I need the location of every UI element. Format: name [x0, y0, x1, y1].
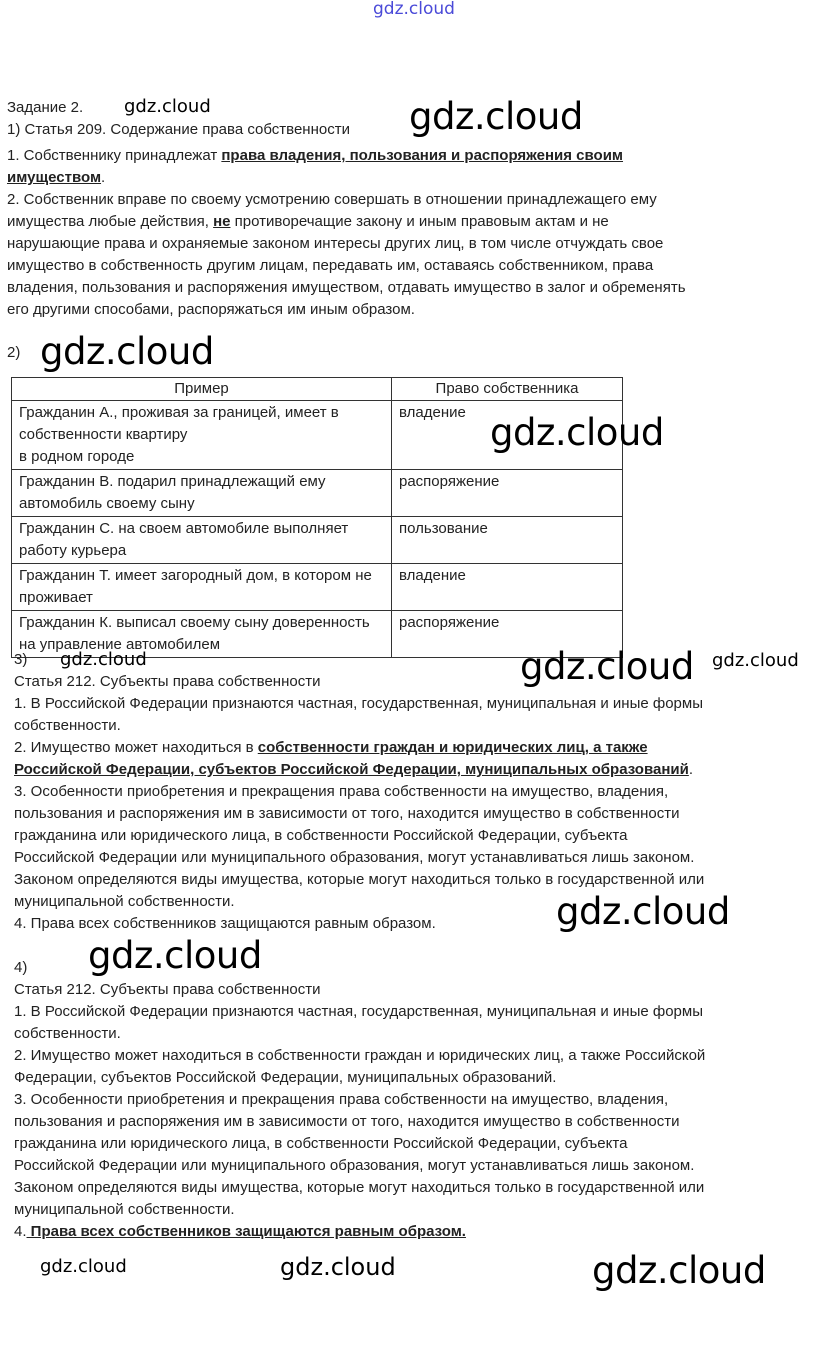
text: . — [688, 761, 694, 778]
text-line — [7, 299, 686, 321]
text-line — [14, 1111, 705, 1133]
text: 3. Особенности приобретения и прекращения права собственности на имущество, владения, — [14, 1091, 669, 1108]
text-line — [14, 1023, 705, 1045]
column-header-right: Право собственника — [392, 378, 623, 401]
text: собственности. — [14, 717, 121, 734]
text: 4. Права всех собственников защищаются равным образом. — [14, 915, 436, 932]
example-cell: Гражданин К. выписал своему сыну доверенность на управление автомобилем — [12, 611, 392, 658]
text: собственности. — [14, 1025, 121, 1042]
emphasized-text: Права всех собственников защищаются равным образом. — [26, 1223, 466, 1240]
text: имущества любые действия, — [7, 213, 214, 230]
text-line — [14, 1177, 705, 1199]
owner-right-cell: распоряжение — [392, 470, 623, 517]
emphasized-text: имуществом — [7, 169, 102, 186]
text: пользования и распоряжения им в зависимости от того, находится имущество в собственности — [14, 805, 680, 822]
text: Статья 212. Субъекты права собственности — [14, 673, 321, 690]
text: его другими способами, распоряжаться им иным образом. — [7, 301, 415, 318]
text-line — [14, 1045, 705, 1067]
column-header-example: Пример — [12, 378, 392, 401]
watermark: gdz.cloud — [520, 645, 694, 688]
watermark: gdz.cloud — [712, 650, 799, 671]
text-line — [7, 233, 686, 255]
text-line — [14, 1089, 705, 1111]
text: Федерации, субъектов Российской Федерации, муниципальных образований. — [14, 1069, 557, 1086]
text: Задание 2. — [7, 99, 84, 116]
text-line — [14, 737, 704, 759]
text: противоречащие закону и иным правовым актам и не — [230, 213, 609, 230]
owner-right-cell: владение — [392, 401, 623, 470]
text: 2. Собственник вправе по своему усмотрению совершать в отношении принадлежащего ему — [7, 191, 657, 208]
watermark: gdz.cloud — [40, 330, 214, 373]
watermark: gdz.cloud — [60, 649, 147, 670]
text: нарушающие права и охраняемые законом интересы других лиц, в том числе отчуждать свое — [7, 235, 664, 252]
watermark: gdz.cloud — [40, 1256, 127, 1277]
text: пользования и распоряжения им в зависимости от того, находится имущество в собственности — [14, 1113, 680, 1130]
task-part-4 — [14, 957, 705, 1243]
text-line — [14, 803, 704, 825]
text-line — [14, 1221, 705, 1243]
task-part-2-label: 2) — [7, 344, 21, 361]
text-line — [14, 825, 704, 847]
text: Статья 212. Субъекты права собственности — [14, 981, 321, 998]
example-cell: Гражданин А., проживая за границей, имеет в собственности квартиру в родном городе — [12, 401, 392, 470]
text-line — [7, 145, 686, 167]
watermark: gdz.cloud — [124, 96, 211, 117]
text-line — [7, 97, 686, 119]
watermark: gdz.cloud — [280, 1253, 396, 1281]
text-line — [14, 979, 705, 1001]
example-cell: Гражданин Т. имеет загородный дом, в котором не проживает — [12, 564, 392, 611]
text: гражданина или юридического лица, в собственности Российской Федерации, субъекта — [14, 1135, 628, 1152]
text-line — [14, 715, 704, 737]
example-cell: Гражданин С. на своем автомобиле выполняет работу курьера — [12, 517, 392, 564]
owner-right-cell: владение — [392, 564, 623, 611]
text: Российской Федерации или муниципального образования, могут устанавливаться лишь законом. — [14, 849, 695, 866]
text: 3) — [14, 651, 28, 668]
text: 1) Статья 209. Содержание права собственности — [7, 121, 350, 138]
owner-right-cell: распоряжение — [392, 611, 623, 658]
text-line — [14, 1067, 705, 1089]
text: владения, пользования и распоряжения имуществом, отдавать имущество в залог и обременять — [7, 279, 686, 296]
watermark: gdz.cloud — [490, 411, 664, 454]
text-line — [14, 1155, 705, 1177]
table-header-row — [12, 378, 623, 401]
text-line — [14, 1133, 705, 1155]
text: Законом определяются виды имущества, которые могут находиться только в государственной или — [14, 1179, 705, 1196]
watermark: gdz.cloud — [88, 934, 262, 977]
text-line — [7, 189, 686, 211]
text: 1. Собственнику принадлежат — [7, 147, 222, 164]
text-line — [14, 1001, 705, 1023]
emphasized-text: Российской Федерации, субъектов Российской Федерации, муниципальных образований — [14, 761, 689, 778]
text: Российской Федерации или муниципального образования, могут устанавливаться лишь законом. — [14, 1157, 695, 1174]
example-cell: Гражданин В. подарил принадлежащий ему автомобиль своему сыну — [12, 470, 392, 517]
text-line — [7, 255, 686, 277]
text-line — [14, 759, 704, 781]
text: 3. Особенности приобретения и прекращения права собственности на имущество, владения, — [14, 783, 669, 800]
site-header-link[interactable]: gdz.cloud — [373, 0, 455, 19]
text: . — [101, 169, 106, 186]
text: муниципальной собственности. — [14, 893, 235, 910]
text: Законом определяются виды имущества, которые могут находиться только в государственной или — [14, 871, 705, 888]
owner-right-cell: пользование — [392, 517, 623, 564]
text: 2. Имущество может находиться в собственности граждан и юридических лиц, а также Российской — [14, 1047, 706, 1064]
watermark: gdz.cloud — [556, 890, 730, 933]
text: 1. В Российской Федерации признаются частная, государственная, муниципальная и иные формы — [14, 1003, 703, 1020]
text: 2. Имущество может находиться в — [14, 739, 258, 756]
text: гражданина или юридического лица, в собственности Российской Федерации, субъекта — [14, 827, 628, 844]
text-line — [14, 869, 704, 891]
text: 1. В Российской Федерации признаются частная, государственная, муниципальная и иные формы — [14, 695, 703, 712]
table-row — [12, 564, 623, 611]
emphasized-text: собственности граждан и юридических лиц, а также — [257, 739, 648, 756]
text: 4. — [14, 1223, 27, 1240]
watermark: gdz.cloud — [409, 95, 583, 138]
text: муниципальной собственности. — [14, 1201, 235, 1218]
text-line — [14, 1199, 705, 1221]
text: 4) — [14, 959, 28, 976]
emphasized-text: не — [213, 213, 231, 230]
text-line — [14, 781, 704, 803]
text: имущество в собственность другим лицам, передавать им, оставаясь собственником, права — [7, 257, 654, 274]
text-line — [7, 167, 686, 189]
text-line — [14, 847, 704, 869]
emphasized-text: права владения, пользования и распоряжения своим — [221, 147, 624, 164]
watermark: gdz.cloud — [592, 1249, 766, 1292]
table-row — [12, 517, 623, 564]
task-part-1 — [7, 97, 686, 321]
text-line — [7, 277, 686, 299]
text-line — [7, 211, 686, 233]
table-row — [12, 470, 623, 517]
text-line — [14, 693, 704, 715]
text-line — [7, 119, 686, 141]
